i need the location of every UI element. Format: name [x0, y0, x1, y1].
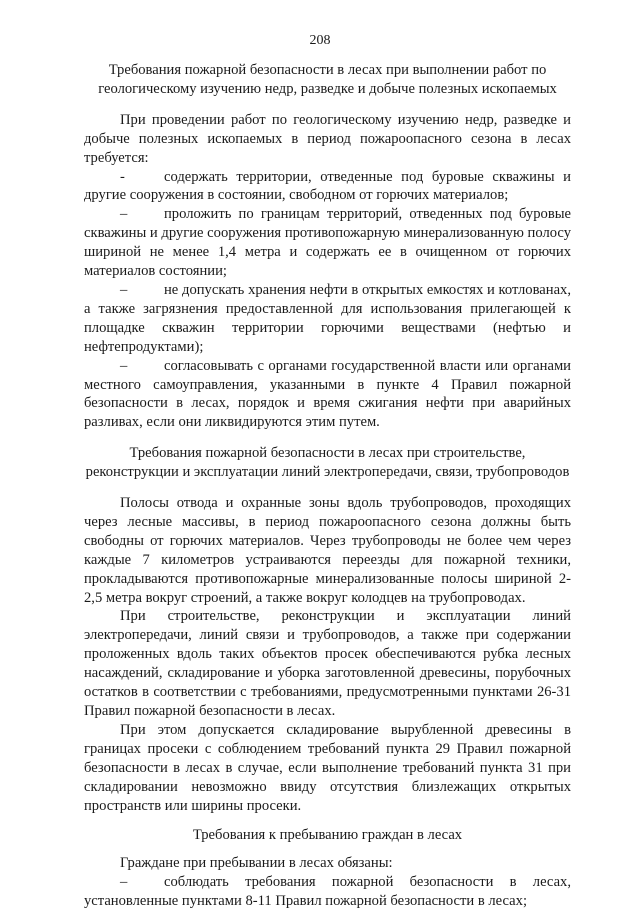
list-bullet-dash: –: [120, 281, 128, 298]
list-bullet-dash: –: [120, 357, 128, 374]
list-item: [84, 281, 571, 357]
page-number: 208: [309, 33, 331, 48]
paragraph: Граждане при пребывании в лесах обязаны:: [120, 855, 393, 872]
list-item: [84, 357, 571, 433]
list-item-text: не допускать хранения нефти в открытых емкостях и котлованах, а также загрязнения предоставленной для использования прилегающей к площадке скважин территории горючими веществами (нефтью и нефтепродуктами);: [84, 281, 571, 355]
list-item: [84, 873, 571, 911]
list-item-text: проложить по границам территорий, отведенных под буровые скважины и другие сооружения противопожарную минерализованную полосу шириной не менее 1,4 метра и содержать ее в очищенном от горючих материалов состоянии;: [84, 206, 571, 280]
section-heading: Требования к пребыванию граждан в лесах: [192, 827, 463, 844]
section-heading: Требования пожарной безопасности в лесах при строительстве, реконструкции и эксплуатации линий электропередачи, связи, трубопроводов: [85, 445, 570, 481]
list-item-text: содержать территории, отведенные под буровые скважины и другие сооружения в состоянии, свободном от горючих материалов;: [84, 168, 571, 204]
list-bullet-dash: –: [120, 874, 128, 891]
paragraph: При этом допускается складирование вырубленной древесины в границах просеки с соблюдением требований пункта 29 Правил пожарной безопасности в лесах в случае, если выполнение требований пункта 31 при складировании невозможно ввиду отсутствия близлежащих открытых пространств или ширины просеки.: [84, 721, 571, 814]
section-heading: Требования пожарной безопасности в лесах при выполнении работ по геологическому изучению недр, разведке и добыче полезных ископаемых: [98, 62, 557, 97]
list-item: [84, 168, 571, 206]
document-body: [84, 61, 571, 911]
list-bullet-dash: -: [120, 168, 125, 185]
list-item-text: согласовывать с органами государственной власти или органами местного самоуправления, указанными в пункте 4 Правил пожарной безопасности в лесах, порядок и время сжигания нефти при аварийных разливах, если они ликвидируются этим путем.: [84, 357, 571, 431]
paragraph: При проведении работ по геологическому изучению недр, разведке и добыче полезных ископаемых в период пожароопасного сезона в лесах требуется:: [84, 111, 571, 166]
list-bullet-dash: –: [120, 206, 128, 223]
paragraph: При строительстве, реконструкции и эксплуатации линий электропередачи, линий связи и трубопроводов, а также при содержании проложенных вдоль таких объектов просек обеспечиваются рубка лесных насаждений, складирование и уборка заготовленной древесины, порубочных остатков в соответствии с требованиями, предусмотренными пунктами 26-31 Правил пожарной безопасности в лесах.: [84, 608, 571, 719]
list-item-text: соблюдать требования пожарной безопасности в лесах, установленные пунктами 8-11 Правил пожарной безопасности в лесах;: [84, 874, 571, 910]
paragraph: Полосы отвода и охранные зоны вдоль трубопроводов, проходящих через лесные массивы, в период пожароопасного сезона должны быть свободны от горючих материалов. Через трубопроводы не более чем через каждые 7 километров устраиваются переезды для пожарной техники, прокладываются противопожарные минерализованные полосы шириной 2-2,5 метра вокруг строений, а также вокруг колодцев на трубопроводах.: [84, 495, 571, 606]
list-item: [84, 205, 571, 281]
